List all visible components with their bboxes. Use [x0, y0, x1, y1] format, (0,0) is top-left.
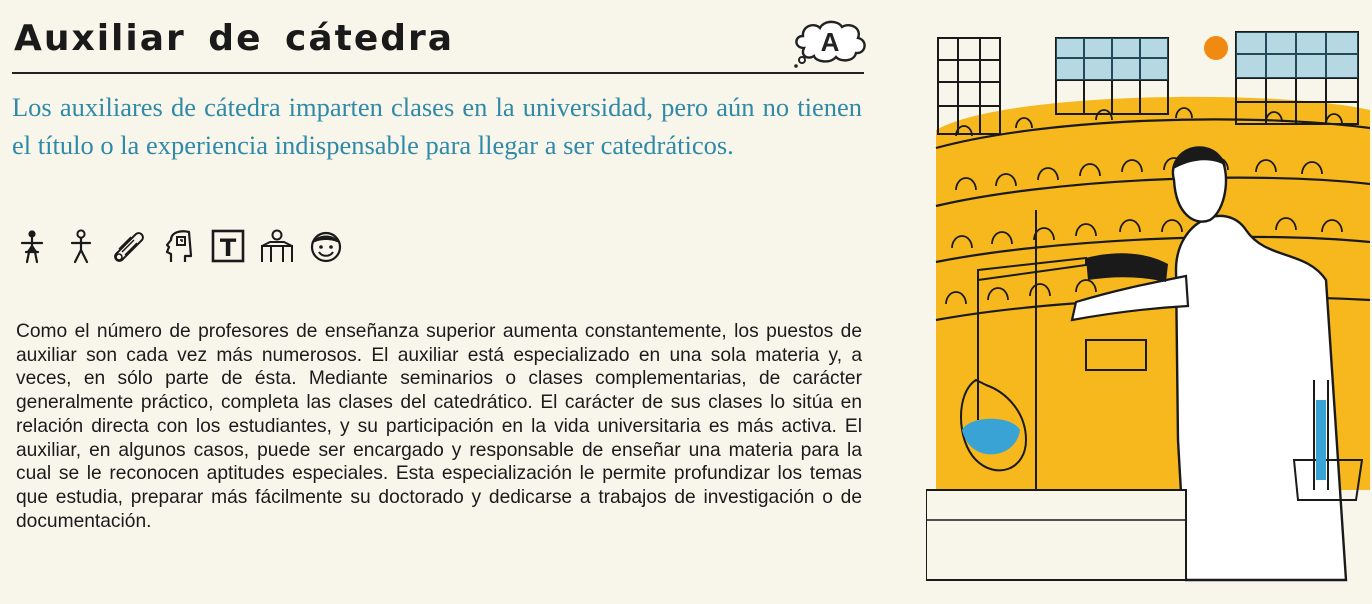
- letter-t: T: [219, 234, 237, 262]
- diploma-scroll-icon: [112, 228, 148, 264]
- man-figure-icon: [63, 228, 99, 264]
- lead-paragraph: Los auxiliares de cátedra imparten clases en la universidad, pero aún no tienen el título o la experiencia indispensable para llegar a ser catedráticos.: [12, 92, 862, 160]
- title-divider: [12, 72, 864, 74]
- body-paragraph: Como el número de profesores de enseñanza superior aumenta constantemente, los puestos de auxiliar son cada vez más numerosos. El auxiliar está especializado en una sola materia y, a veces, en sólo parte de ésta. Mediante seminarios o clases complementarias, de carácter generalmente práctico, completa las clases del catedrático. El carácter de sus clases lo sitúa en relación directa con los estudiantes, y su participación en la vida universitaria es más activa. El auxiliar, en algunos casos, puede ser encargado y responsable de enseñar una materia para la cual se le reconocen aptitudes especiales. Esta especialización le permite profundizar los temas que estudia, preparar más fácilmente su doctorado y dedicarse a trabajos de investigación o de documentación.: [16, 321, 862, 532]
- thought-cloud-letter-icon: [790, 18, 870, 70]
- profile-icons-row: [14, 226, 344, 266]
- lecture-hall-illustration: [926, 20, 1370, 592]
- head-profile-icon: [161, 228, 197, 264]
- smiling-face-icon: [308, 228, 344, 264]
- letter-t-box-icon: [210, 228, 246, 264]
- page-title: Auxiliar de cátedra: [14, 18, 455, 59]
- person-at-desk-icon: [259, 228, 295, 264]
- badge-letter: A: [820, 27, 840, 57]
- woman-figure-icon: [14, 228, 50, 264]
